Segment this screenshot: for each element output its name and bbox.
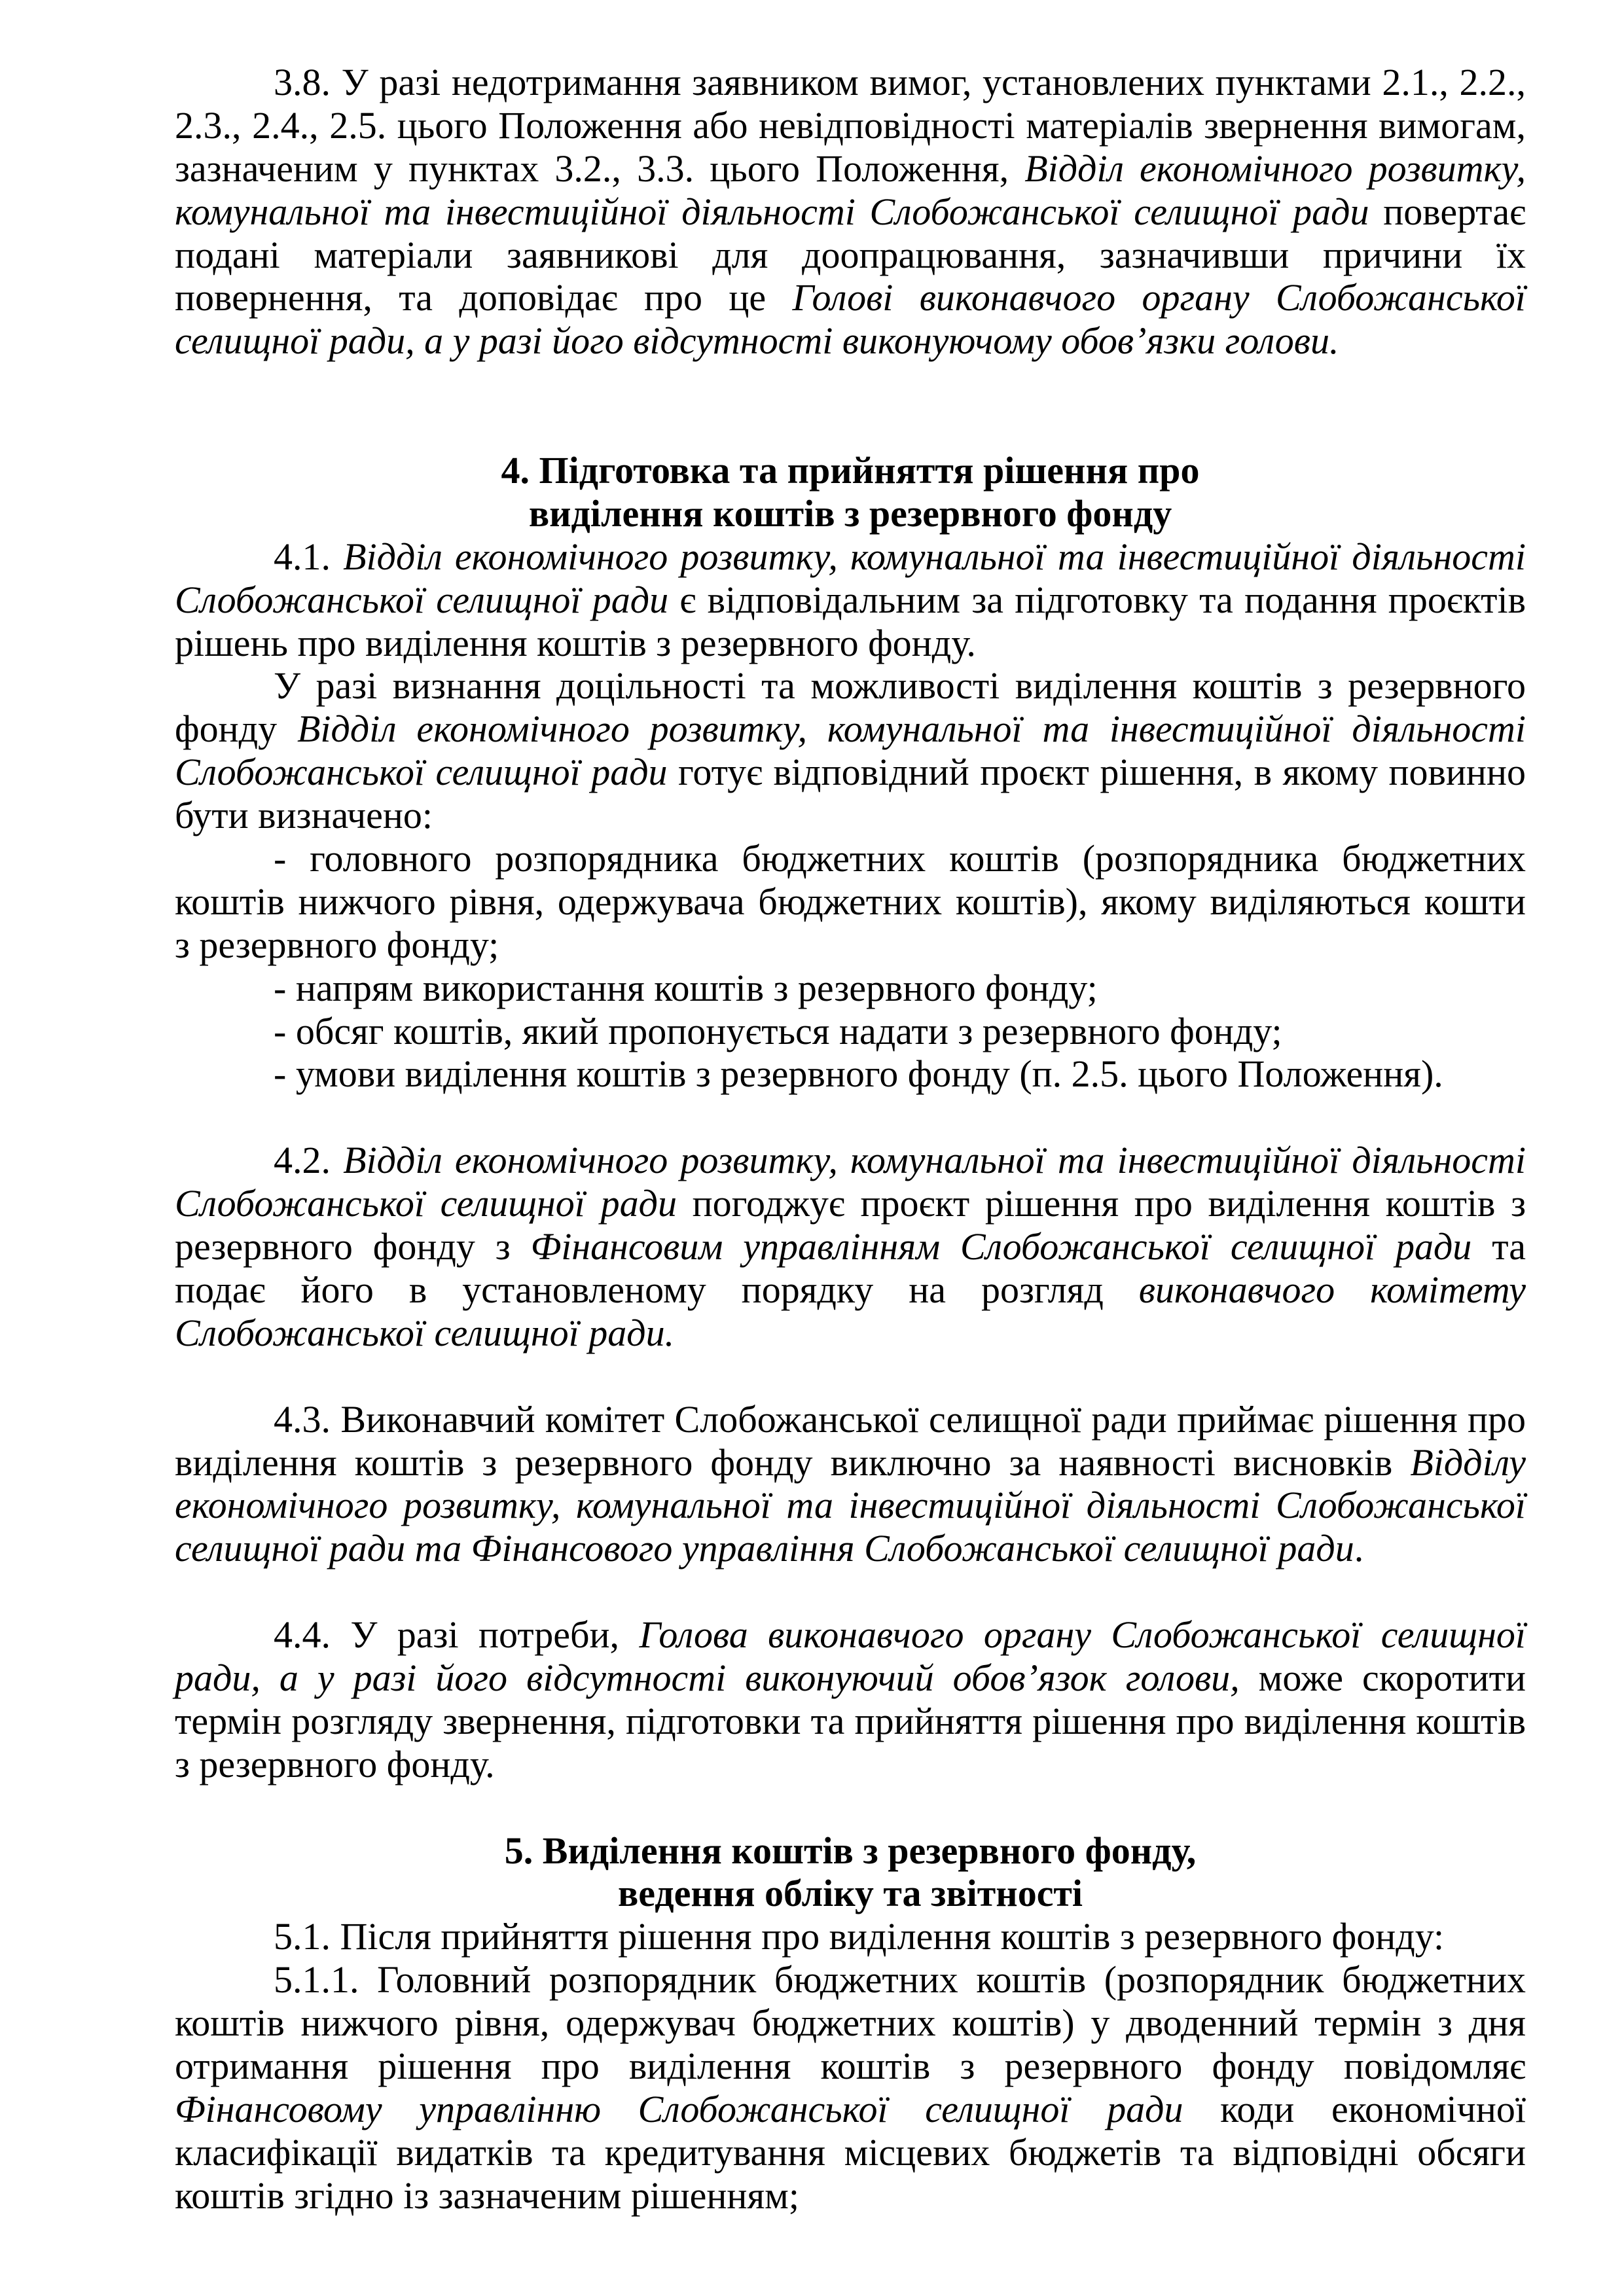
text-line	[175, 708, 1526, 751]
section-heading-line	[175, 492, 1526, 535]
text: фонду	[175, 708, 297, 751]
text: 4. Підготовка та прийняття рішення про	[501, 449, 1200, 492]
text-line	[175, 967, 1526, 1010]
italic-text: Голова виконавчого органу Слобожанської селищної	[639, 1613, 1526, 1657]
text-line	[175, 104, 1526, 147]
text-line	[175, 319, 1526, 363]
text: коштів нижчого рівня, одержувач бюджетних коштів) у дводенний термін з дня	[175, 2001, 1526, 2045]
text-line	[175, 1312, 1526, 1355]
text: подані матеріали заявникові для доопрацювання, зазначивши причини їх	[175, 233, 1526, 276]
text: з резервного фонду;	[175, 923, 499, 966]
text-line	[175, 1527, 1526, 1570]
section-heading-line	[175, 1872, 1526, 1915]
blank-line	[175, 1355, 1526, 1398]
text-line	[175, 1958, 1526, 2001]
blank-line	[175, 363, 1526, 406]
text-line	[175, 837, 1526, 880]
text-line	[175, 147, 1526, 190]
text: може скоротити	[1239, 1656, 1526, 1699]
text: .	[1354, 1527, 1364, 1570]
italic-text: Відділ економічного розвитку, комунальної та інвестиційної діяльності	[297, 708, 1526, 751]
text-line	[175, 1225, 1526, 1268]
text: зазначеним у пунктах 3.2., 3.3. цього Положення,	[175, 147, 1025, 190]
italic-text: Відділу	[1410, 1441, 1526, 1484]
italic-text: Слобожанської селищної ради	[175, 751, 668, 794]
text: є відповідальним за підготовку та подання проєктів	[668, 578, 1526, 621]
text: 4.1.	[274, 535, 344, 578]
text: 5.1.1. Головний розпорядник бюджетних коштів (розпорядник бюджетних	[274, 1958, 1526, 2001]
text: готує відповідний проєкт рішення, в якому повинно	[667, 751, 1526, 794]
text-line	[175, 535, 1526, 579]
text: коштів згідно із зазначеним рішенням;	[175, 2174, 799, 2217]
italic-text: виконавчого комітету	[1138, 1268, 1526, 1311]
text-line	[175, 2001, 1526, 2045]
text: 3.8. У разі недотримання заявником вимог, установлених пунктами 2.1., 2.2.,	[274, 61, 1526, 103]
text: 5. Виділення коштів з резервного фонду,	[504, 1829, 1197, 1872]
text: погоджує проєкт рішення про виділення коштів з	[676, 1182, 1526, 1225]
text-line	[175, 1743, 1526, 1786]
text-line	[175, 924, 1526, 967]
italic-text: Фінансовому управлінню Слобожанської селищної ради	[175, 2087, 1183, 2130]
text-line	[175, 622, 1526, 665]
italic-text: Відділ економічного розвитку,	[1024, 147, 1526, 190]
italic-text: Фінансовим управлінням Слобожанської селищної ради	[530, 1225, 1472, 1268]
text: бути визначено:	[175, 794, 433, 837]
text: виділення коштів з резервного фонду	[528, 492, 1172, 535]
italic-text: Слобожанської селищної ради.	[175, 1311, 675, 1354]
text: 2.3., 2.4., 2.5. цього Положення або невідповідності матеріалів звернення вимогам,	[175, 103, 1526, 147]
text: отримання рішення про виділення коштів з резервного фонду повідомляє	[175, 2044, 1526, 2087]
text: класифікації видатків та кредитування місцевих бюджетів та відповідні обсяги	[175, 2130, 1526, 2174]
text: коди економічної	[1183, 2087, 1526, 2130]
text: - обсяг коштів, який пропонується надати з резервного фонду;	[274, 1009, 1282, 1052]
text: термін розгляду звернення, підготовки та прийняття рішення про виділення коштів	[175, 1699, 1526, 1742]
text-line	[175, 1441, 1526, 1484]
text: подає його в установленому порядку на розгляд	[175, 1268, 1139, 1311]
italic-text: економічного розвитку, комунальної та інвестиційної діяльності Слобожанської	[175, 1484, 1526, 1527]
italic-text: комунальної та інвестиційної діяльності Слобожанської селищної ради	[175, 190, 1369, 233]
text-line	[175, 1657, 1526, 1700]
text: ведення обліку та звітності	[617, 1872, 1083, 1915]
text: 4.4. У разі потреби,	[274, 1613, 640, 1657]
blank-line	[175, 1096, 1526, 1139]
text: 4.2.	[274, 1139, 344, 1182]
text-line	[175, 1700, 1526, 1743]
blank-line	[175, 406, 1526, 449]
text: рішень про виділення коштів з резервного фонду.	[175, 621, 976, 664]
italic-text: Слобожанської селищної ради	[175, 1182, 677, 1225]
text-line	[175, 190, 1526, 234]
italic-text: селищної ради, а у разі його відсутності виконуючому обов’язки голови.	[175, 319, 1339, 363]
text-line	[175, 1139, 1526, 1182]
text-line	[175, 1398, 1526, 1441]
text-line	[175, 794, 1526, 837]
text-line	[175, 2131, 1526, 2174]
italic-text: Слобожанської селищної ради	[175, 578, 669, 621]
text-line	[175, 1182, 1526, 1225]
text-line	[175, 2174, 1526, 2217]
text-line	[175, 880, 1526, 924]
text-line	[175, 2045, 1526, 2088]
text-line	[175, 61, 1526, 104]
section-heading-line	[175, 449, 1526, 492]
section-heading-line	[175, 1829, 1526, 1873]
text: У разі визнання доцільності та можливості виділення коштів з резервного	[274, 664, 1526, 708]
document-page	[175, 61, 1526, 2217]
text-line	[175, 1268, 1526, 1312]
text-line	[175, 664, 1526, 708]
italic-text: селищної ради та Фінансового управління Слобожанської селищної ради	[175, 1527, 1354, 1570]
text-line	[175, 2088, 1526, 2131]
text-line	[175, 234, 1526, 277]
text: - головного розпорядника бюджетних коштів (розпорядника бюджетних	[274, 837, 1526, 880]
text: 5.1. Після прийняття рішення про виділення коштів з резервного фонду:	[274, 1915, 1445, 1958]
italic-text: ради, а у разі його відсутності виконуючий обов’язок голови,	[175, 1656, 1240, 1699]
text-line	[175, 1915, 1526, 1958]
text: та	[1471, 1225, 1526, 1268]
blank-line	[175, 1570, 1526, 1613]
text: повертає	[1369, 190, 1526, 233]
text: 4.3. Виконавчий комітет Слобожанської селищної ради приймає рішення про	[274, 1397, 1526, 1441]
text-line	[175, 579, 1526, 622]
text-line	[175, 1052, 1526, 1096]
italic-text: Відділ економічного розвитку, комунальної та інвестиційної діяльності	[343, 1139, 1526, 1182]
text-line	[175, 751, 1526, 794]
text: виділення коштів з резервного фонду виключно за наявності висновків	[175, 1441, 1411, 1484]
text: з резервного фонду.	[175, 1742, 495, 1785]
italic-text: Відділ економічного розвитку, комунальної та інвестиційної діяльності	[343, 535, 1526, 578]
text-line	[175, 1484, 1526, 1527]
text: повернення, та доповідає про це	[175, 276, 793, 319]
text: - умови виділення коштів з резервного фонду (п. 2.5. цього Положення).	[274, 1052, 1443, 1096]
text: - напрям використання коштів з резервного фонду;	[274, 966, 1098, 1009]
text-line	[175, 1010, 1526, 1053]
text: резервного фонду з	[175, 1225, 531, 1268]
text: коштів нижчого рівня, одержувача бюджетних коштів), якому виділяються кошти	[175, 880, 1526, 923]
text-line	[175, 1613, 1526, 1657]
blank-line	[175, 1786, 1526, 1829]
italic-text: Голові виконавчого органу Слобожанської	[792, 276, 1526, 319]
text-line	[175, 276, 1526, 319]
